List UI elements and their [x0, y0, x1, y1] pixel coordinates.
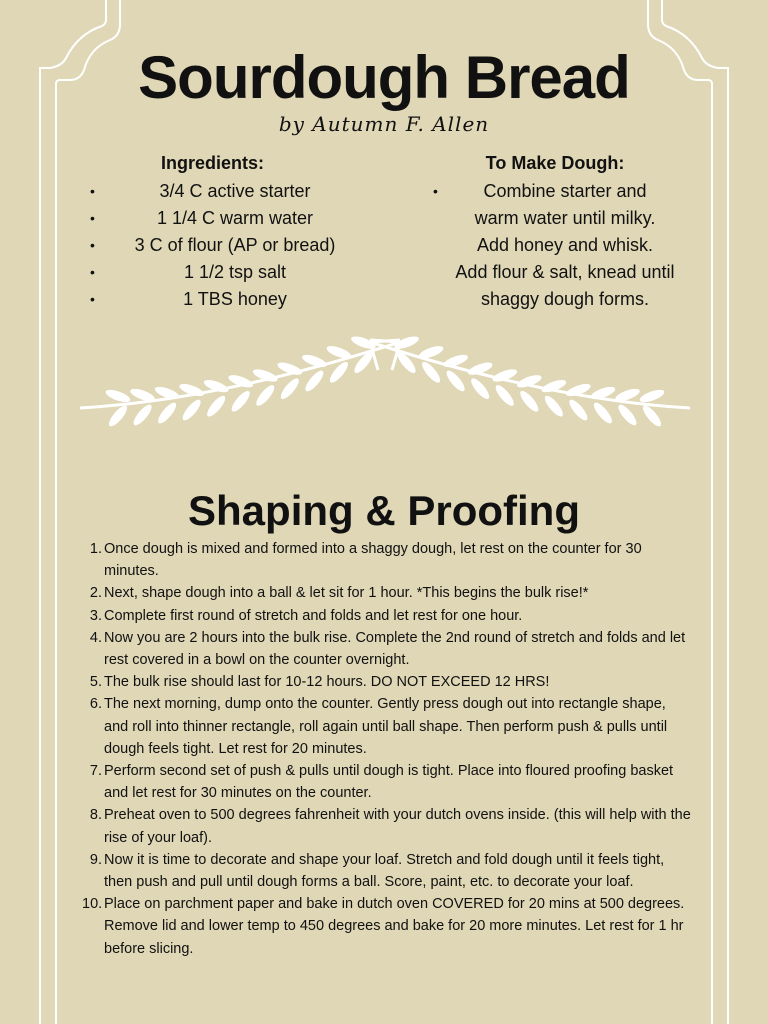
list-item: • 1 1/2 tsp salt: [80, 259, 360, 286]
shaping-steps-list: [82, 538, 694, 960]
author-byline: by Autumn F. Allen: [278, 112, 490, 136]
wheat-grain: [468, 376, 492, 402]
wheat-grain: [180, 397, 204, 423]
wheat-grain: [303, 368, 327, 394]
wheat-grain: [493, 383, 517, 409]
list-item: 9. Now it is time to decorate and shape your loaf. Stretch and fold dough until it feels tight, then push and pull until dough forms a ball. Score, paint, etc. to decorate your loaf.: [89, 851, 665, 891]
dough-line: Add flour & salt, knead until: [455, 262, 675, 282]
wheat-grain: [278, 376, 302, 402]
list-item: 2. Next, shape dough into a ball & let sit for 1 hour. *This begins the bulk rise!*: [89, 585, 589, 602]
wheat-grain: [567, 397, 591, 423]
list-item: • 3 C of flour (AP or bread): [80, 232, 360, 259]
wheat-grain: [131, 402, 155, 428]
dough-line: warm water until milky.: [474, 208, 656, 228]
make-dough-instructions: [425, 178, 695, 313]
list-item: 3. Complete first round of stretch and folds and let rest for one hour.: [89, 607, 523, 624]
wheat-grain: [155, 400, 179, 426]
list-item: • 1 TBS honey: [80, 286, 360, 313]
list-item: 4. Now you are 2 hours into the bulk rise. Complete the 2nd round of stretch and folds and let rest covered in a bowl on the counter overnight.: [89, 629, 686, 669]
make-dough-heading: To Make Dough:: [485, 153, 625, 173]
dough-line: • Combine starter and: [483, 181, 647, 201]
wheat-icon: [70, 330, 700, 470]
list-item: 10. Place on parchment paper and bake in dutch oven COVERED for 20 mins at 500 degrees. Remove lid and lower temp to 450 degrees and bake for 20 more minutes. Let rest for 1 hr before slicing.: [82, 896, 685, 957]
wheat-grain: [229, 388, 253, 414]
ingredients-list: [80, 178, 360, 313]
wheat-grain: [444, 368, 468, 394]
list-item: 6. The next morning, dump onto the counter. Gently press dough out into rectangle shape, and roll into thinner rectangle, roll again until ball shape. Then perform push & pulls until dough feels tight. Let rest for 20 minutes.: [89, 696, 668, 757]
wheat-grain: [542, 393, 566, 419]
page-title: Sourdough Bread: [138, 44, 630, 111]
wheat-grain: [591, 400, 615, 426]
list-item: 8. Preheat oven to 500 degrees fahrenheit with your dutch ovens inside. (this will help with the rise of your loaf).: [89, 807, 691, 846]
shaping-heading: Shaping & Proofing: [188, 487, 580, 534]
list-item: • 3/4 C active starter: [80, 178, 360, 205]
list-item: 5. The bulk rise should last for 10-12 hours. DO NOT EXCEED 12 HRS!: [89, 674, 550, 691]
list-item: 1. Once dough is mixed and formed into a shaggy dough, let rest on the counter for 30 minutes.: [89, 541, 642, 580]
list-item: 7. Perform second set of push & pulls until dough is tight. Place into floured proofing basket and let rest for 30 minutes on the counter.: [89, 763, 674, 802]
ingredients-heading: Ingredients:: [160, 153, 264, 173]
dough-line: Add honey and whisk.: [476, 235, 654, 255]
wheat-grain: [253, 383, 277, 409]
wheat-grain: [517, 388, 541, 414]
dough-line: shaggy dough forms.: [480, 289, 650, 309]
wheat-grain: [204, 393, 228, 419]
wheat-grain: [104, 387, 132, 404]
wheat-grain: [638, 387, 666, 404]
list-item: • 1 1/4 C warm water: [80, 205, 360, 232]
wheat-grain: [616, 402, 640, 428]
